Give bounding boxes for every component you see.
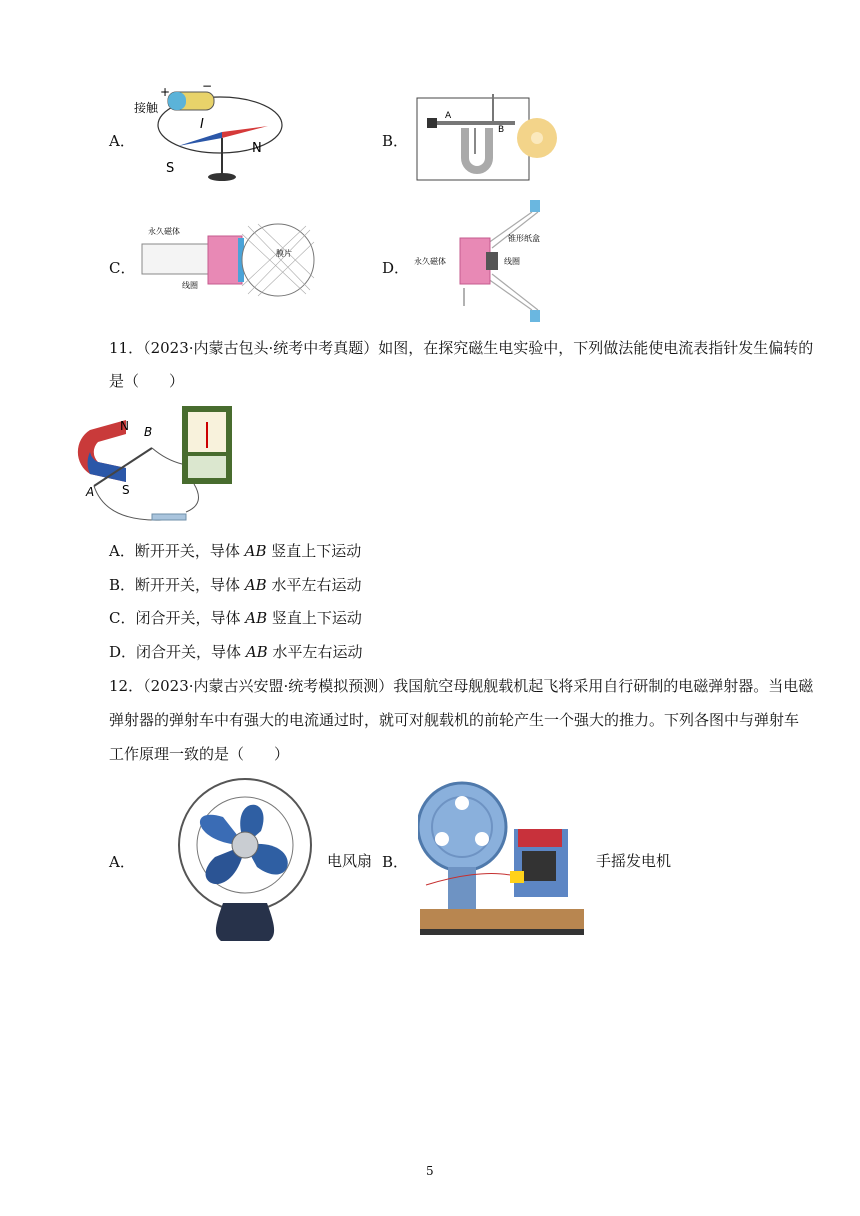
point-b-label: B (498, 125, 505, 135)
coil-label-d: 线圈 (504, 257, 520, 266)
coil-label: 线圈 (182, 281, 198, 290)
q11-choice-c-post: 竖直上下运动 (267, 609, 362, 627)
q11-choice-a-post: 竖直上下运动 (266, 542, 362, 560)
magnet-label-d: 永久磁体 (414, 257, 446, 266)
q11-choice-b-pre: 断开开关，导体 (135, 576, 245, 594)
q11-choice-c (109, 608, 362, 628)
q12-caption-a: 电风扇 (327, 852, 373, 870)
electric-fan-image (165, 775, 325, 945)
q12-caption-b: 手摇发电机 (596, 852, 672, 870)
diaphragm-label: 膜片 (276, 249, 292, 258)
q12-stem-line1: 12．（2023·内蒙古兴安盟·统考模拟预测）我国航空母舰舰载机起飞将采用自行研制的电磁弹射器。当电磁 (109, 677, 814, 695)
q10-figure-d (412, 198, 562, 326)
q11-choice-a-label: A． (109, 542, 135, 560)
q11-choice-d-post: 水平左右运动 (267, 643, 363, 661)
q12-option-b-label: B． (382, 853, 409, 871)
q11-choice-a (109, 541, 361, 561)
q12-stem-line2: 弹射器的弹射车中有强大的电流通过时，就可对舰载机的前轮产生一个强大的推力。下列各图中与弹射车 (109, 711, 800, 729)
q10-figure-c (138, 220, 318, 300)
minus-sign: − (202, 80, 213, 93)
q11-choice-b (109, 575, 361, 595)
q10-option-d-label: D． (382, 259, 410, 277)
q11-choice-b-label: B． (109, 576, 136, 594)
q11-north-label: N (120, 419, 129, 433)
q10-option-a-label: A． (109, 132, 135, 150)
q10-option-b-label: B． (382, 132, 409, 150)
q10-option-c-label: C． (109, 259, 136, 277)
q11-choice-a-ab: AB (244, 542, 267, 560)
q11-choice-b-post: 水平左右运动 (266, 576, 362, 594)
contact-label: 接触 (134, 101, 159, 115)
q11-south-label: S (122, 483, 130, 497)
magnet-label: 永久磁体 (148, 227, 180, 236)
hand-generator-image (418, 775, 588, 940)
q10-figure-a (130, 80, 290, 190)
plus-sign: + (160, 85, 171, 99)
q12-stem-line3: 工作原理一致的是（ ） (109, 745, 290, 763)
q11-choice-c-pre: 闭合开关，导体 (135, 609, 246, 627)
q11-choice-a-pre: 断开开关，导体 (134, 542, 245, 560)
q11-stem-line1: 11．（2023·内蒙古包头·统考中考真题）如图，在探究磁生电实验中，下列做法能使电流表指针发生偏转的 (109, 339, 814, 357)
q11-choice-c-ab: AB (245, 609, 268, 627)
q11-choice-b-ab: AB (244, 576, 267, 594)
page-number: 5 (426, 1164, 434, 1178)
north-label: N (252, 141, 262, 156)
q10-figure-b (405, 88, 565, 188)
q12-option-a-label: A． (109, 853, 135, 871)
cone-label: 锥形纸盒 (508, 234, 540, 243)
point-a-label: A (445, 111, 452, 121)
q11-a-label: A (86, 485, 95, 499)
q11-choice-d (109, 642, 362, 662)
q11-choice-d-label: D． (109, 643, 137, 661)
q11-figure (76, 404, 244, 528)
q11-choice-c-label: C． (109, 609, 136, 627)
q11-choice-d-pre: 闭合开关，导体 (136, 643, 246, 661)
q11-choice-d-ab: AB (245, 643, 268, 661)
q11-stem-line2: 是（ ） (109, 372, 185, 390)
current-label: I (200, 117, 204, 132)
south-label: S (166, 161, 175, 176)
q11-b-label: B (144, 425, 153, 439)
